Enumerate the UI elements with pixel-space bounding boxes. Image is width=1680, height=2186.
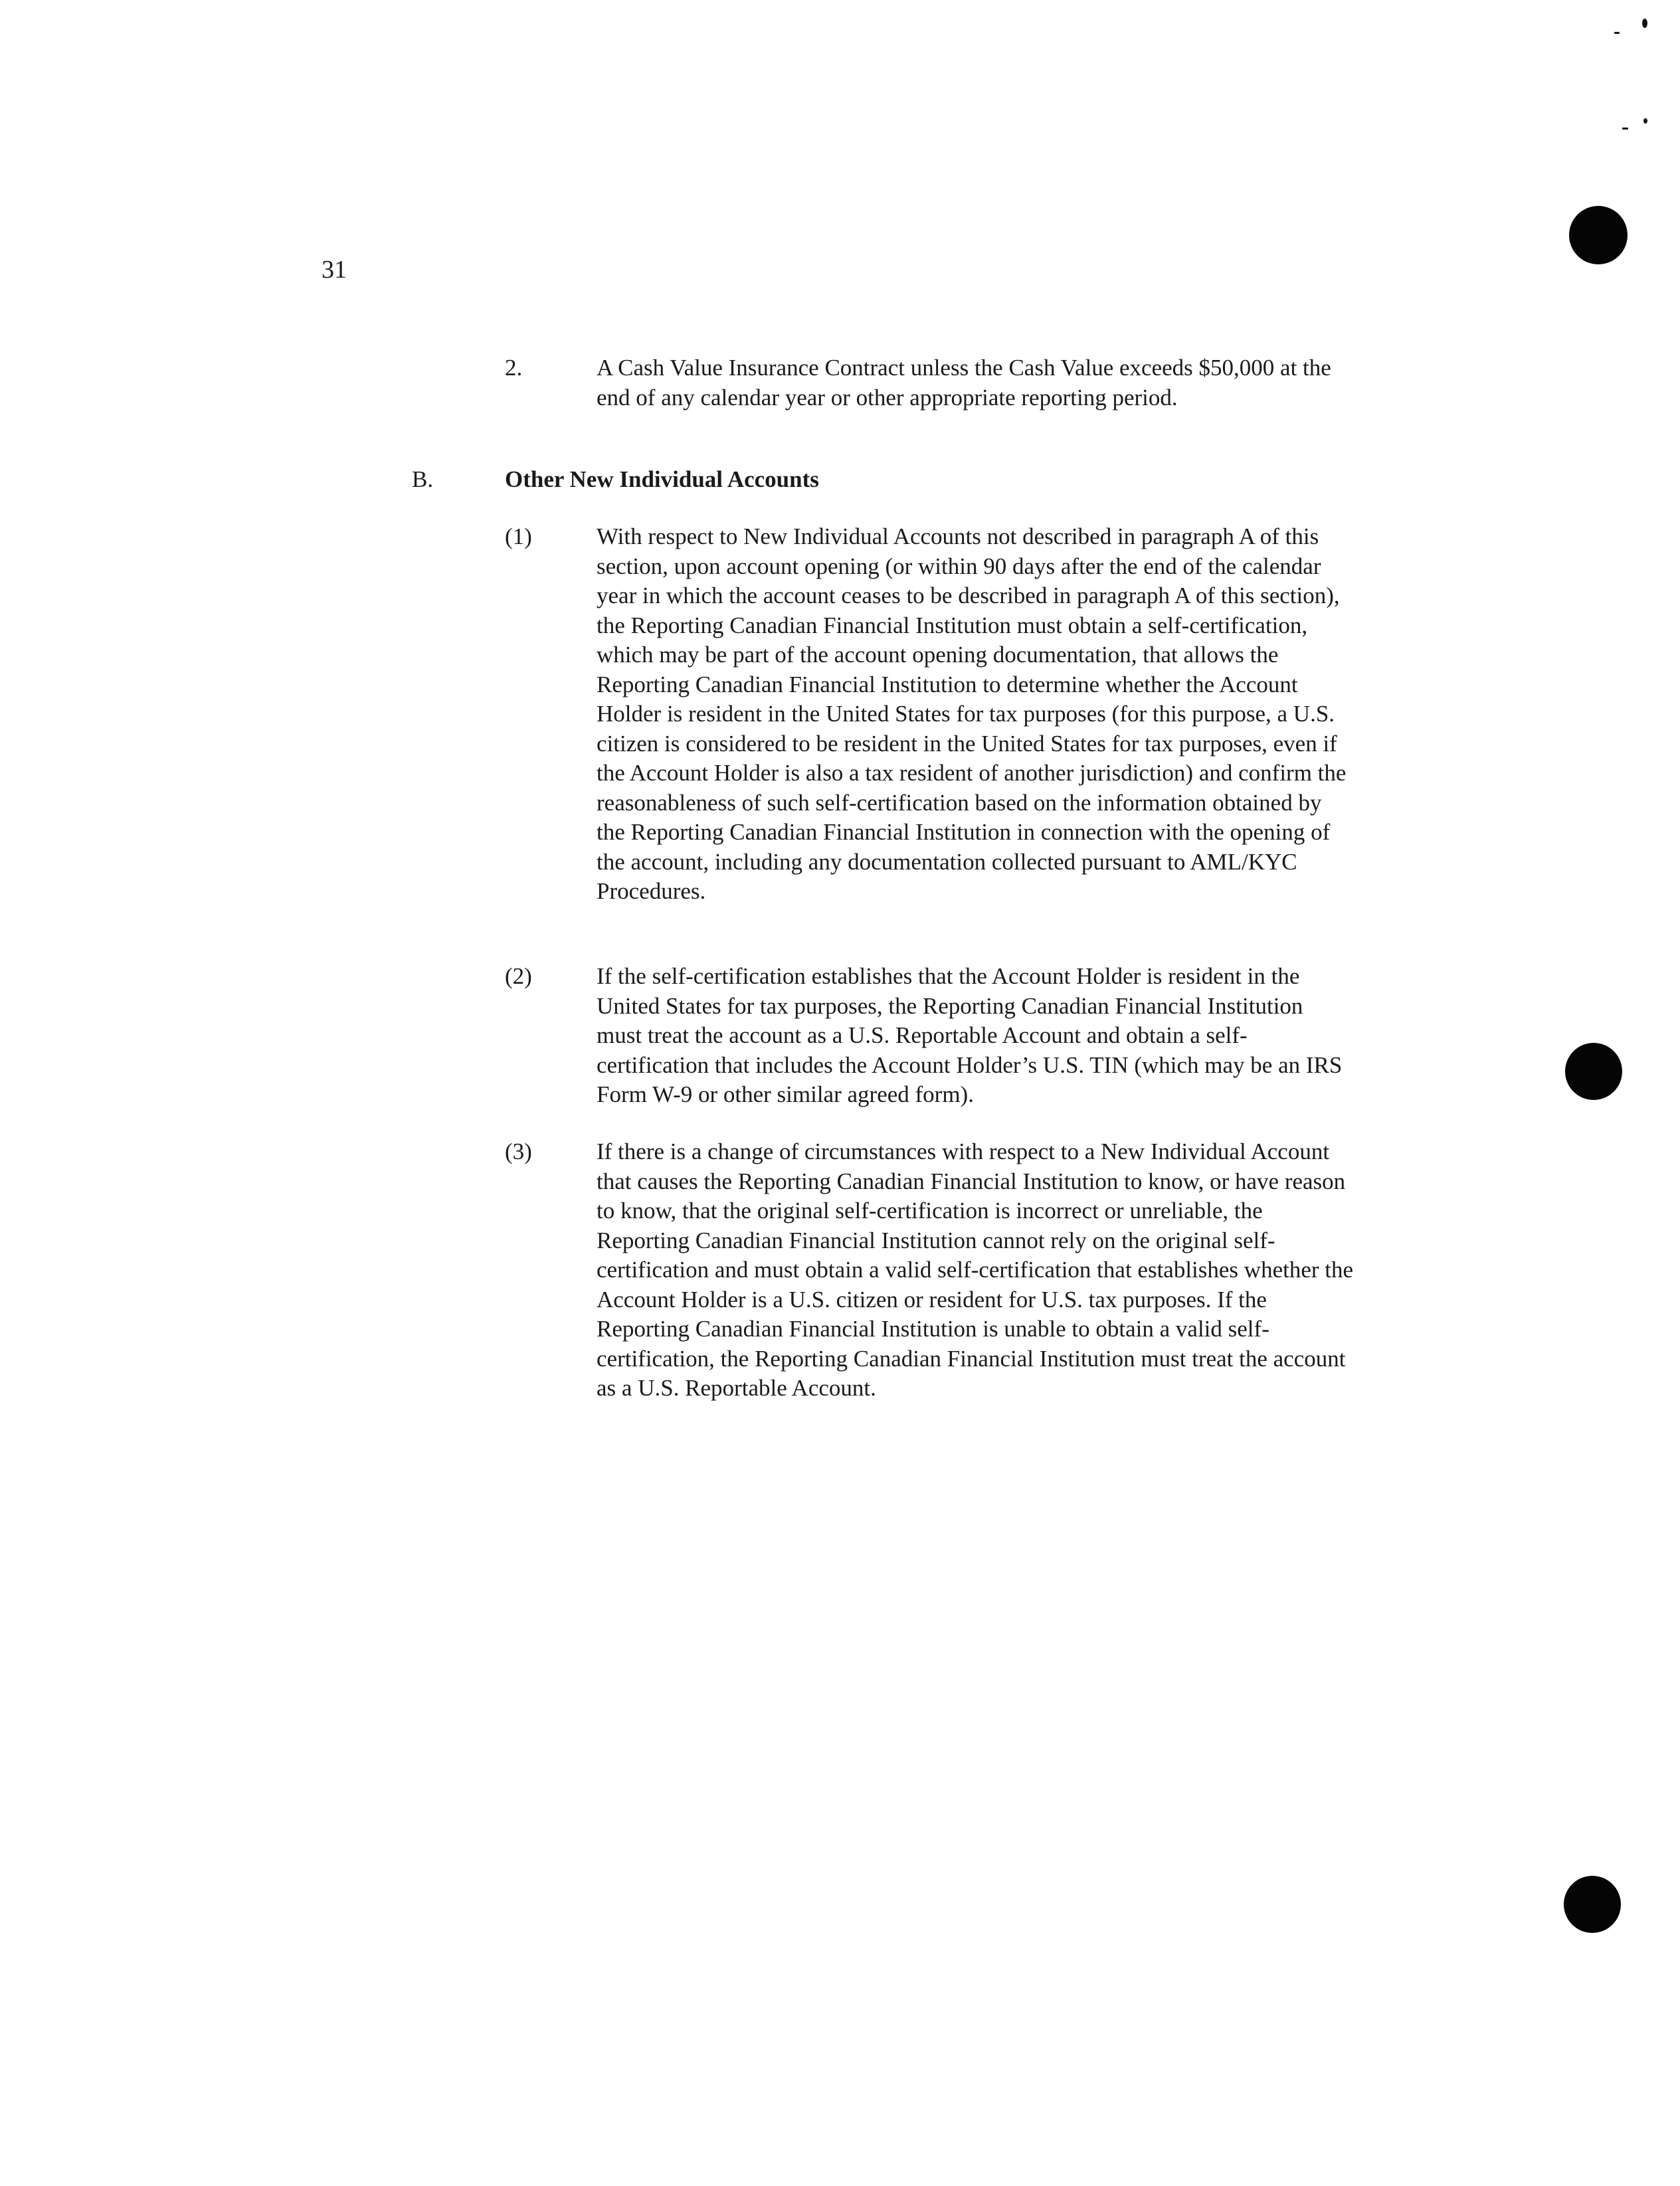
paragraph-marker: (3) (505, 1139, 532, 1164)
paragraph-text: If there is a change of circumstances with respect to a New Individual Account that causes the Reporting Canadian Financial Institution to know, or have reason to know, that the original self-certification is incorrect or unreliable, the Reporting Canadian Financial Institution cannot rely on the original self-certification and must obtain a valid self-certification that establishes whether the Account Holder is a U.S. citizen or resident for U.S. tax purposes. If the Reporting Canadian Financial Institution is unable to obtain a valid self-certification, the Reporting Canadian Financial Institution must treat the account as a U.S. Reportable Account. (597, 1139, 1354, 1401)
punch-hole-middle (1565, 1043, 1622, 1100)
scan-speck (1642, 19, 1647, 28)
list-item-marker: 2. (505, 355, 523, 381)
page-number: 31 (322, 256, 347, 284)
section-letter: B. (412, 466, 434, 492)
punch-hole-bottom (1564, 1876, 1621, 1933)
punch-hole-top (1569, 206, 1628, 264)
paragraph-marker: (2) (505, 963, 532, 989)
paragraph-marker: (1) (505, 523, 532, 549)
section-title: Other New Individual Accounts (505, 466, 819, 492)
scan-speck (1622, 128, 1628, 130)
scan-speck (1643, 118, 1647, 124)
paragraph-text: With respect to New Individual Accounts not described in paragraph A of this section, upon account opening (or within 90 days after the end of the calendar year in which the account ceases to be described in paragraph A of this section), the Reporting Canadian Financial Institution must obtain a self-certification, which may be part of the account opening documentation, that allows the Reporting Canadian Financial Institution to determine whether the Account Holder is resident in the United States for tax purposes (for this purpose, a U.S. citizen is considered to be resident in the United States for tax purposes, even if the Account Holder is also a tax resident of another jurisdiction) and confirm the reasonableness of such self-certification based on the information obtained by the Reporting Canadian Financial Institution in connection with the opening of the account, including any documentation collected pursuant to AML/KYC Procedures. (597, 523, 1347, 904)
paragraph-text: If the self-certification establishes that the Account Holder is resident in the United States for tax purposes, the Reporting Canadian Financial Institution must treat the account as a U.S. Reportable Account and obtain a self-certification that includes the Account Holder’s U.S. TIN (which may be an IRS Form W-9 or other similar agreed form). (597, 963, 1343, 1107)
list-item-text: A Cash Value Insurance Contract unless the Cash Value exceeds $50,000 at the end of any calendar year or other appropriate reporting period. (597, 355, 1331, 410)
scan-speck (1614, 32, 1620, 34)
